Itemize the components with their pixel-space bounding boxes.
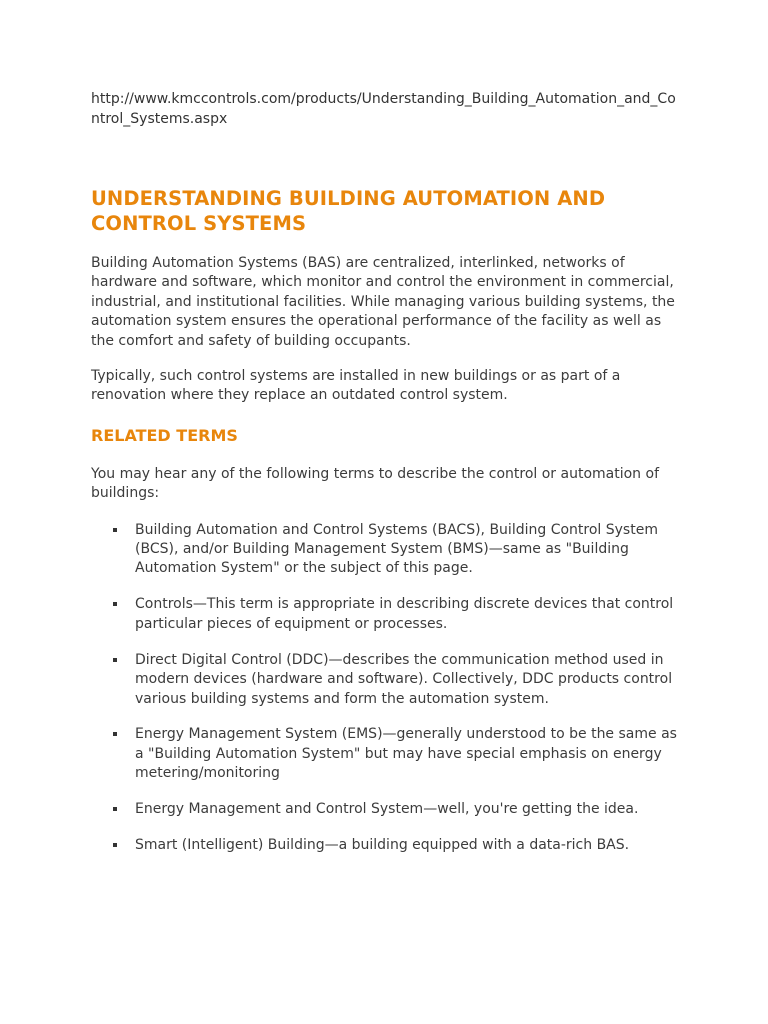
list-item (91, 725, 681, 783)
square-bullet-icon (113, 807, 117, 811)
intro-paragraph-2: Typically, such control systems are installed in new buildings or as part of a renovation where they replace an outdated control system. (91, 368, 621, 404)
list-item (91, 595, 681, 634)
square-bullet-icon (113, 602, 117, 606)
document-page (91, 89, 681, 872)
square-bullet-icon (113, 528, 117, 532)
list-item (91, 800, 681, 819)
list-item (91, 836, 681, 855)
list-item-text: Energy Management System (EMS)—generally understood to be the same as a "Building Automation System" but may have special emphasis on energy metering/monitoring (135, 726, 677, 782)
list-item-text: Smart (Intelligent) Building—a building equipped with a data-rich BAS. (135, 837, 630, 854)
page-title: UNDERSTANDING BUILDING AUTOMATION AND CONTROL SYSTEMS (91, 187, 606, 235)
related-terms-list (91, 521, 681, 856)
intro-paragraph-1: Building Automation Systems (BAS) are centralized, interlinked, networks of hardware and software, which monitor and control the environment in commercial, industrial, and institutional facilities. While managing various building systems, the automation system ensures the operational performance of the facility as well as the comfort and safety of building occupants. (91, 255, 675, 349)
list-item-text: Energy Management and Control System—well, you're getting the idea. (135, 801, 639, 818)
square-bullet-icon (113, 732, 117, 736)
list-item-text: Controls—This term is appropriate in describing discrete devices that control particular pieces of equipment or processes. (135, 596, 674, 632)
list-item (91, 651, 681, 709)
related-terms-heading: RELATED TERMS (91, 425, 238, 445)
related-terms-intro: You may hear any of the following terms to describe the control or automation of buildings: (91, 465, 659, 502)
square-bullet-icon (113, 843, 117, 847)
list-item (91, 521, 681, 579)
source-url[interactable]: http://www.kmccontrols.com/products/Understanding_Building_Automation_and_Control_Systems.aspx (91, 91, 676, 127)
list-item-text: Building Automation and Control Systems (BACS), Building Control System (BCS), and/or Building Management System (BMS)—same as "Building Automation System" or the subject of this page. (135, 521, 658, 577)
list-item-text: Direct Digital Control (DDC)—describes the communication method used in modern devices (hardware and software). Collectively, DDC products control various building systems and form the automation system. (135, 651, 673, 707)
square-bullet-icon (113, 658, 117, 662)
